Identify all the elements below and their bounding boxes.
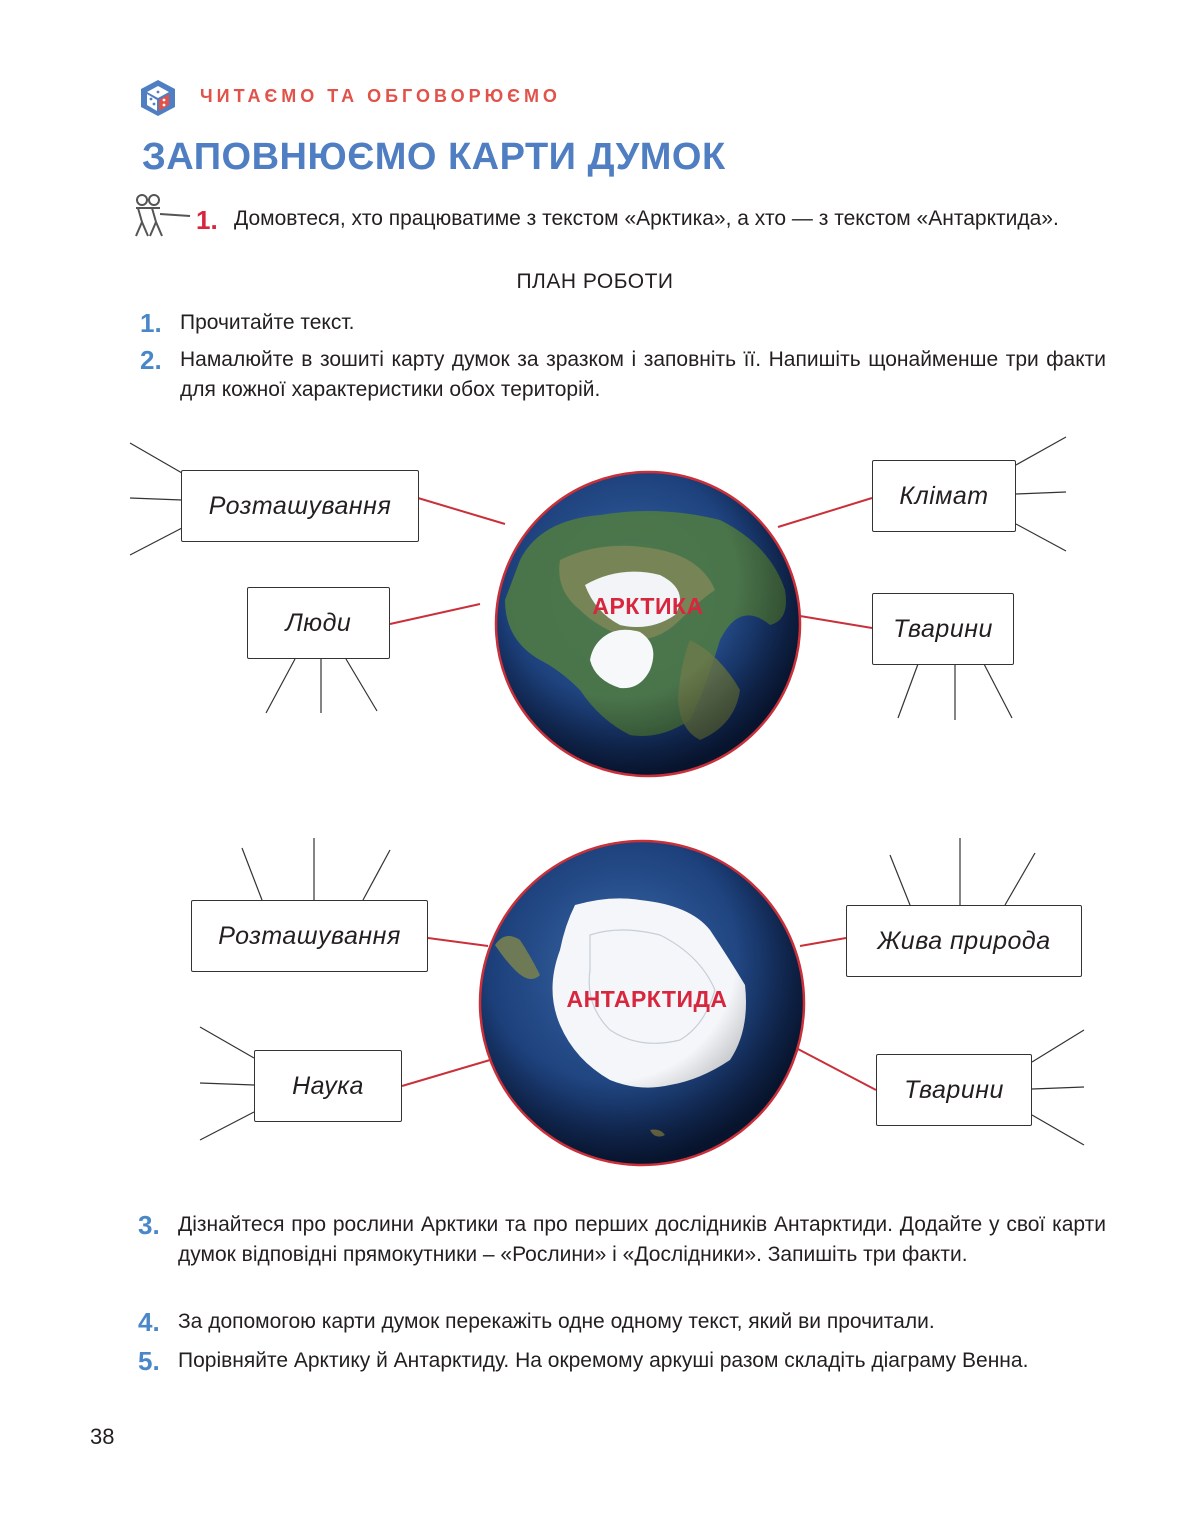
section-label: ЧИТАЄМО ТА ОБГОВОРЮЄМО [200,86,561,106]
step-number: 4. [138,1307,160,1337]
arctic-box-climate: Клімат [872,460,1016,532]
step-number: 2. [140,345,162,375]
arctic-box-location: Розташування [181,470,419,542]
step-text: Прочитайте текст. [180,311,355,334]
arctic-box-animals: Тварини [872,593,1014,665]
task-text: Домовтеся, хто працюватиме з текстом «Арктика», а хто — з текстом «Антарктида». [234,207,1059,230]
arctic-globe [496,472,800,776]
step-text: Намалюйте в зошиті карту думок за зразком і заповніть її. Напишіть щонайменше три факти для кожної характеристики обох територій. [180,348,1106,401]
step-number: 1. [140,308,162,338]
step-number: 3. [138,1210,160,1240]
plan-title: ПЛАН РОБОТИ [516,270,674,293]
antarctic-box-location: Розташування [191,900,428,972]
arctic-label: АРКТИКА [592,593,704,619]
step-number: 5. [138,1346,160,1376]
arctic-box-people: Люди [247,587,390,659]
antarctic-box-living-nature: Жива природа [846,905,1082,977]
page-number: 38 [90,1424,115,1449]
step-text: Дізнайтеся про рослини Арктики та про перших дослідників Антарктиди. Додайте у свої карти думок відповідні прямокутники – «Рослини» і «Дослідники». Запишіть три факти. [178,1213,1106,1266]
antarctic-box-science: Наука [254,1050,402,1122]
step-text: Порівняйте Арктику й Антарктиду. На окремому аркуші разом складіть діаграму Венна. [178,1349,1029,1372]
step-text: За допомогою карти думок перекажіть одне одному текст, який ви прочитали. [178,1310,935,1333]
antarctic-label: АНТАРКТИДА [566,986,728,1012]
page-title: ЗАПОВНЮЄМО КАРТИ ДУМОК [142,136,726,178]
task-number: 1. [196,205,218,235]
antarctic-box-animals: Тварини [876,1054,1032,1126]
